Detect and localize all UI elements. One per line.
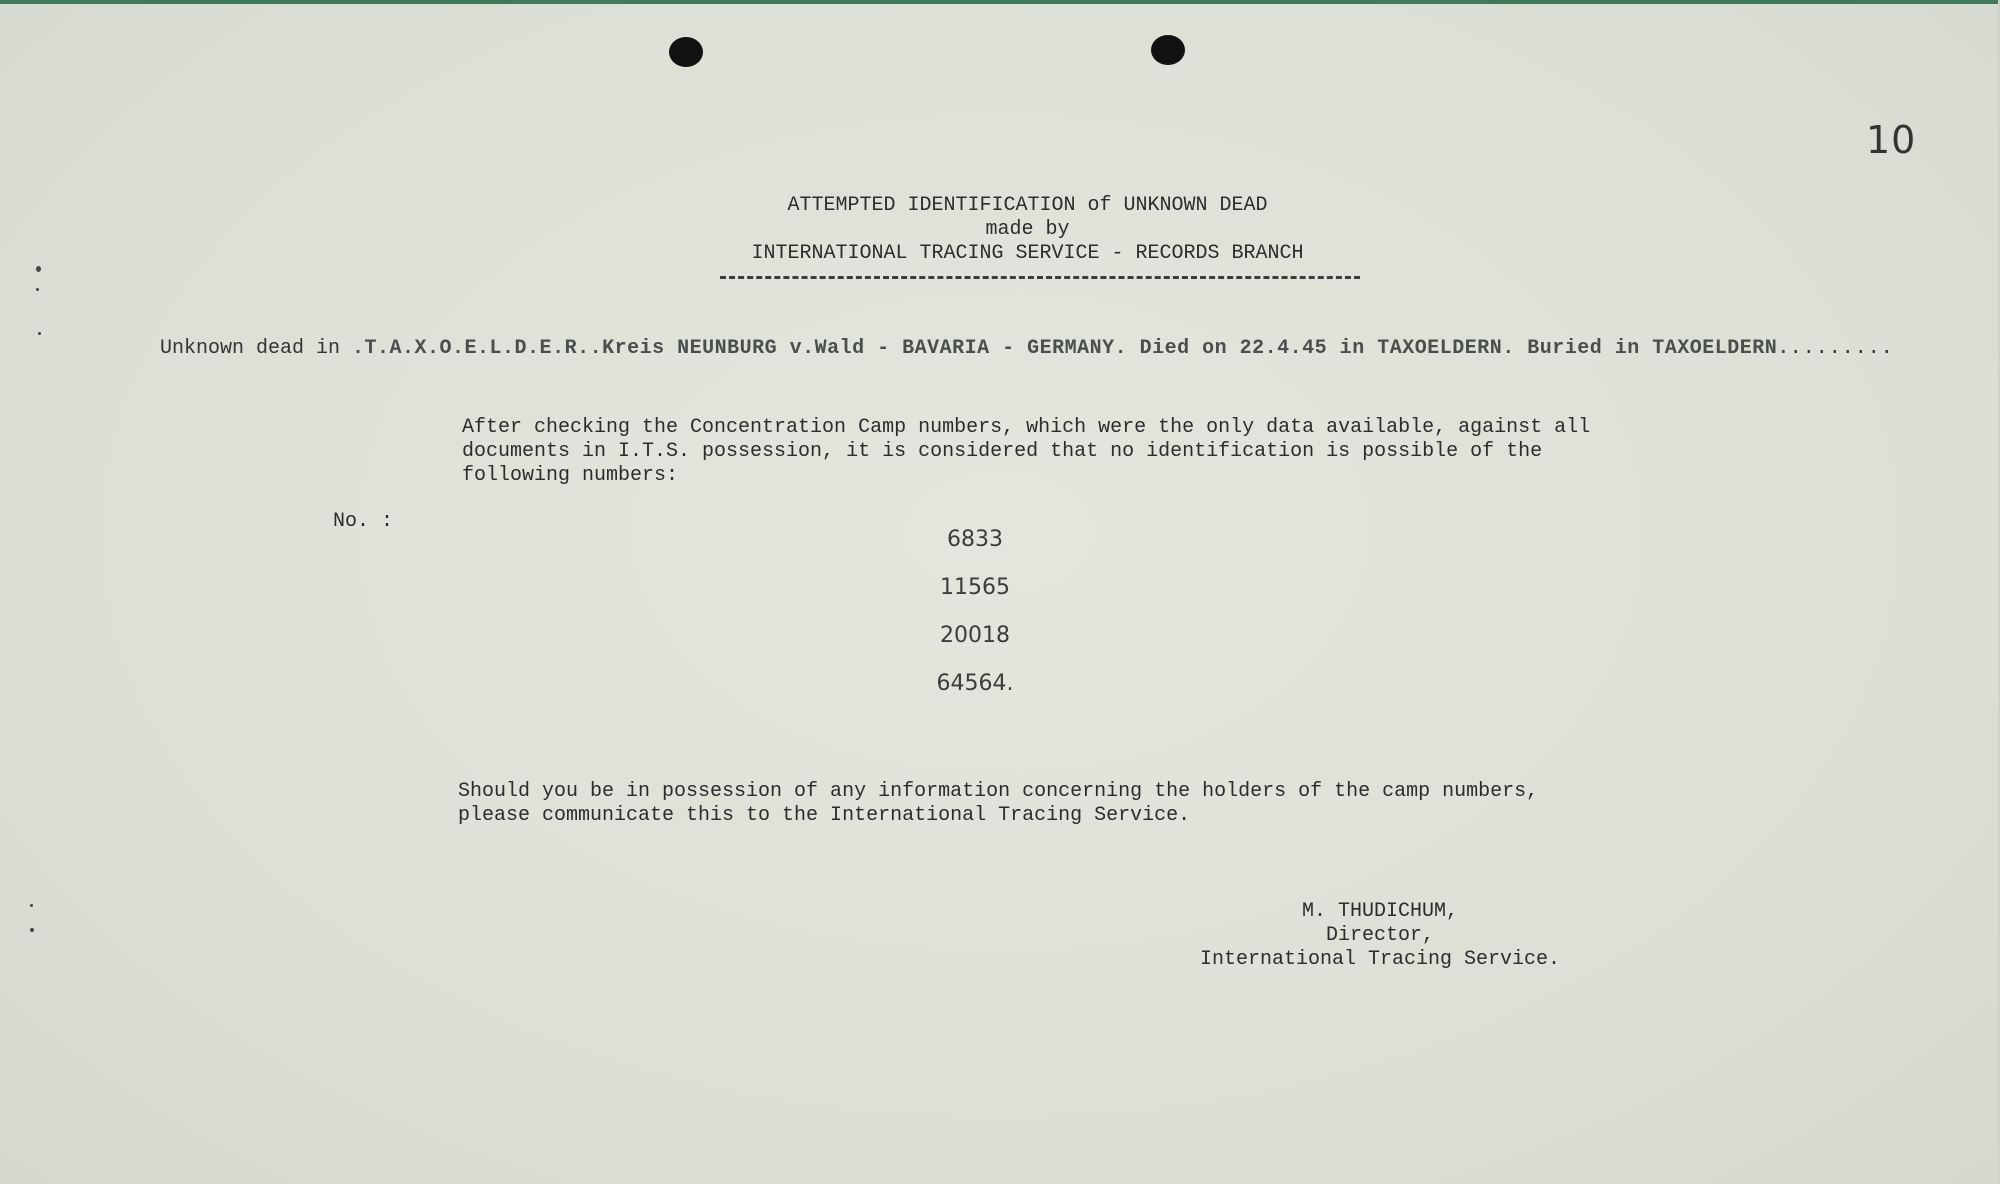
camp-number: 11565 bbox=[940, 575, 1010, 600]
closing-line-1: Should you be in possession of any information concerning the holders of the camp numbers, bbox=[458, 780, 1539, 803]
intro-line-1: After checking the Concentration Camp numbers, which were the only data available, against all bbox=[462, 416, 1591, 439]
intro-paragraph bbox=[462, 416, 1590, 488]
closing-paragraph bbox=[458, 780, 1538, 828]
signature-block bbox=[1190, 900, 1570, 972]
signature-name: M. THUDICHUM, bbox=[1301, 900, 1459, 923]
numbers-label: No. : bbox=[333, 510, 394, 533]
heading-title: ATTEMPTED IDENTIFICATION of UNKNOWN DEAD bbox=[787, 194, 1268, 217]
heading-organization: INTERNATIONAL TRACING SERVICE - RECORDS BRANCH bbox=[751, 242, 1304, 265]
camp-numbers-list bbox=[930, 526, 1020, 718]
camp-number: 20018 bbox=[940, 623, 1010, 648]
margin-speck bbox=[30, 904, 33, 907]
closing-line-2: please communicate this to the International Tracing Service. bbox=[458, 804, 1191, 827]
camp-number: 6833 bbox=[947, 527, 1003, 552]
signature-organization: International Tracing Service. bbox=[1199, 948, 1561, 971]
heading-rule bbox=[720, 276, 1360, 279]
camp-number: 64564. bbox=[936, 671, 1014, 696]
unknown-dead-line bbox=[160, 336, 1935, 362]
heading-made-by: made by bbox=[985, 218, 1070, 241]
intro-line-2: documents in I.T.S. possession, it is considered that no identification is possible of the bbox=[462, 440, 1543, 463]
margin-speck bbox=[36, 266, 41, 272]
margin-speck bbox=[38, 332, 41, 335]
top-edge bbox=[0, 0, 2000, 4]
margin-speck bbox=[30, 928, 34, 932]
punch-hole-left bbox=[669, 37, 703, 67]
unknown-dead-prefix: Unknown dead in bbox=[160, 337, 353, 360]
intro-line-3: following numbers: bbox=[462, 464, 679, 487]
page-number: 10 bbox=[1866, 118, 1917, 162]
unknown-dead-details: .T.A.X.O.E.L.D.E.R..Kreis NEUNBURG v.Wald - BAVARIA - GERMANY. Died on 22.4.45 in TAXOELDERN. Buried in TAXOELDERN. bbox=[352, 337, 1790, 360]
signature-title: Director, bbox=[1325, 924, 1435, 947]
punch-hole-right bbox=[1151, 35, 1185, 65]
margin-speck bbox=[36, 288, 39, 291]
unknown-dead-trailing-dots: ........ bbox=[1789, 337, 1894, 360]
